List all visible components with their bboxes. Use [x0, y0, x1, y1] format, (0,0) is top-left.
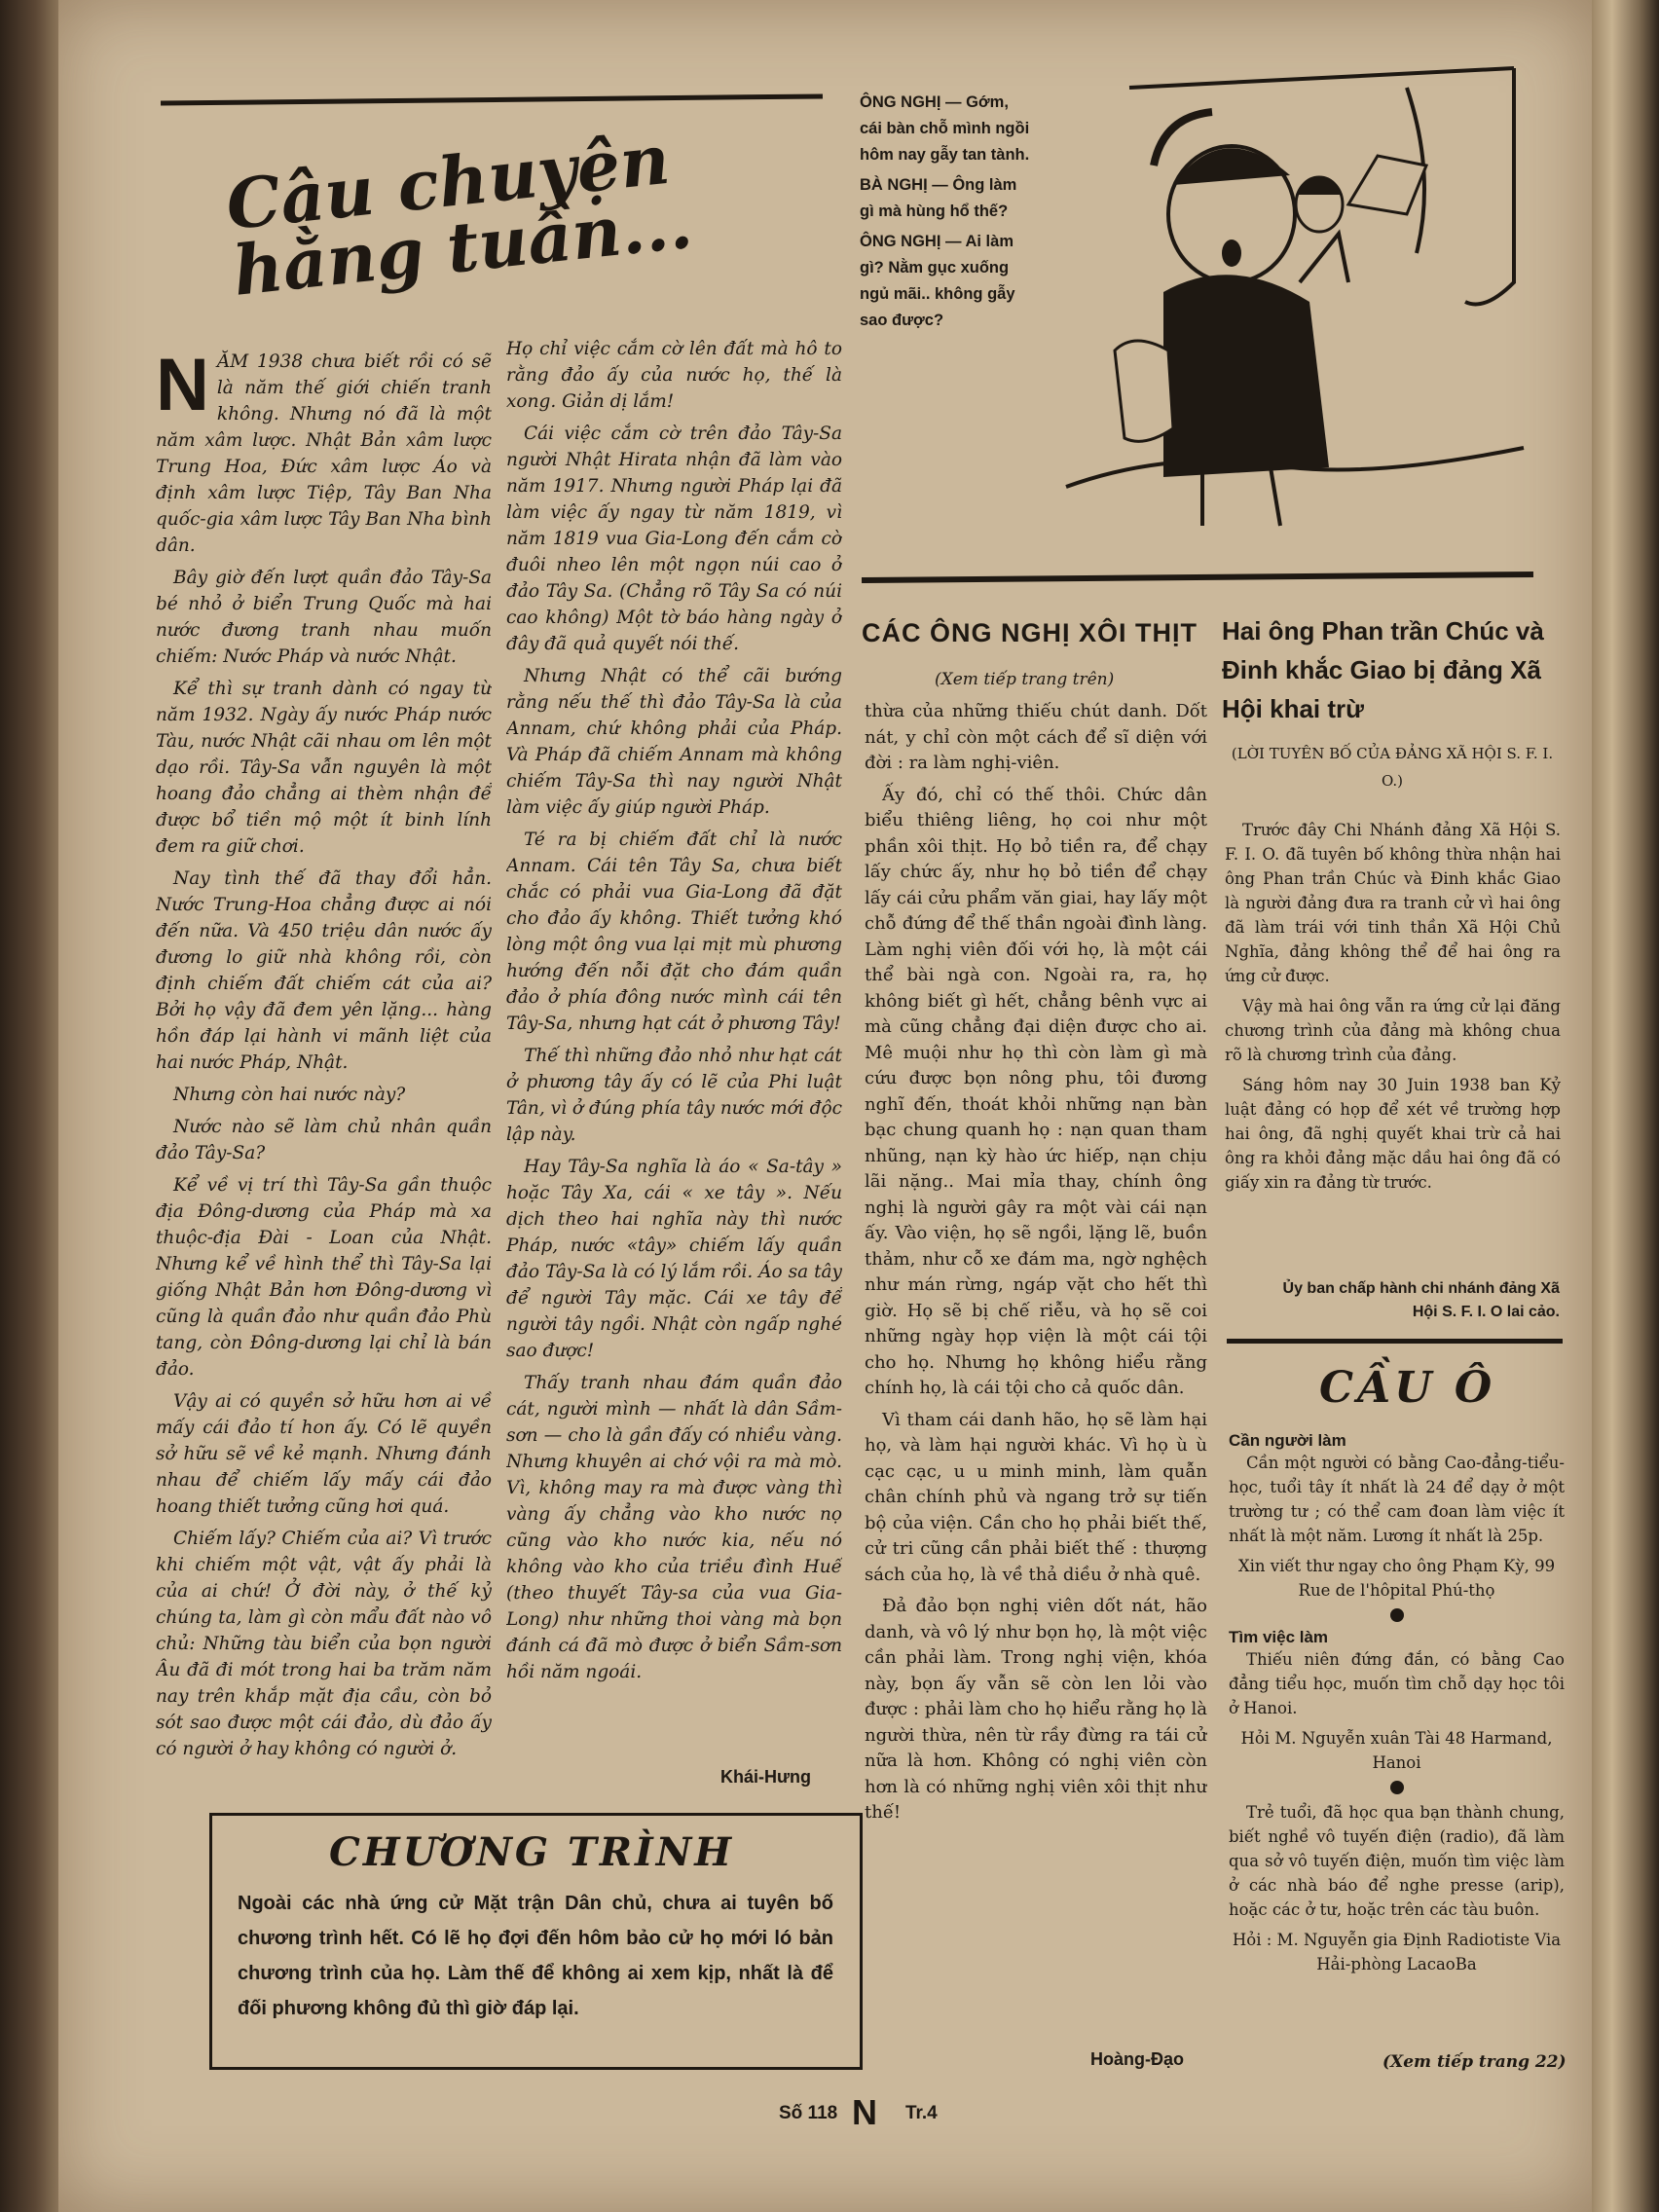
page-number: Số 118 [779, 2103, 838, 2123]
paragraph: thừa của những thiếu chút danh. Dốt nát, y chỉ còn một cách để sĩ diện với đời : ra làm nghị-viên. [865, 701, 1207, 773]
continued-note: (Xem tiếp trang 22) [1382, 2052, 1567, 2072]
paragraph: Cái việc cắm cờ trên đảo Tây-Sa người Nhật Hirata nhận đã làm vào năm 1917. Nhưng người Pháp lại đã làm việc ấy ngay từ năm 1819, vì năm 1819 vua Gia-Long đến cắm cờ đuôi nheo lên một ngọn núi cao ở đảo Tây Sa. (Chẳng rõ Tây Sa có núi cao không) Một tờ báo hàng ngày ở đây đã quả quyết nói thế. [506, 424, 842, 654]
paragraph: Nhưng còn hai nước này? [173, 1085, 406, 1105]
cau-o-heading: Cần người làm [1229, 1431, 1346, 1450]
paragraph: Ấy đó, chỉ có thế thôi. Chức dân biểu thiêng liêng, họ coi như một phần xôi thịt. Họ bỏ tiền ra, để chạy lấy chức ấy, như họ bỏ tiền để chạy lấy cái cửu phẩm văn giai, hay lấy một chỗ đứng để thế thần ngoài đình làng. Làm nghị viên đối với họ, là một cái thể bài ngà con. Ngoài ra, ra, họ không biết gì hết, chẳng bênh vực ai mà cũng chẳng đại diện được cho ai. Mê muội như họ thì còn làm gì mà cứu được bọn nông phu, tôi đương nghĩ đến, thoát khỏi những nạn bàn bạc chung quanh họ : nạn quan tham nhũng, nạn kỳ hào ức hiếp, nạn chịu lãi nặng.. Mai mỉa thay, chính ông nghị là người gây ra một vài cái nạn ấy. Vào viện, họ sẽ ngồi, lặng lẽ, buồn thảm, như cỗ xe đám ma, ngờ nghệch như mán rừng, ngáp vặt cho hết thì giờ. Họ sẽ bị chế riễu, và họ sẽ coi những ngày họp viện là một cái tội cho họ. Nhưng họ không hiểu rằng chính họ, là cái tội cho cả quốc dân. [865, 784, 1207, 1398]
paragraph: Té ra bị chiếm đất chỉ là nước Annam. Cái tên Tây Sa, chưa biết chắc có phải vua Gia-Long đã đặt cho đảo ấy không. Thiết tưởng khó lòng một ông vua lại mịt mù phương hướng đến nỗi đặt cho đám quần đảo ở phía đông nước mình cái tên Tây-Sa, nhưng hạt cát ở phương Tây! [506, 830, 842, 1034]
paragraph: Kể thì sự tranh dành có ngay từ năm 1932. Ngày ấy nước Pháp nước Tàu, nước Nhật cãi nhau om lên một dạo rồi. Tây-Sa vẫn nguyên là một hoang đảo chẳng ai thèm nhận để được bổ tiền mộ một ít binh lính đem ra giữ chơi. [156, 679, 492, 857]
right-article-subtitle: (LỜI TUYÊN BỐ CỦA ĐẢNG XÃ HỘI S. F. I. O.) [1231, 745, 1554, 790]
column-title: Câu chuyện hằng tuần... [222, 118, 696, 312]
middle-article-title: CÁC ÔNG NGHỊ XÔI THỊT [862, 618, 1198, 647]
signature-hoang-dao: Hoàng-Đạo [1090, 2049, 1184, 2069]
paragraph: Nước nào sẽ làm chủ nhân quần đảo Tây-Sa? [156, 1117, 492, 1163]
paragraph: ĂM 1938 chưa biết rồi có sẽ là năm thế giới chiến tranh không. Nhưng nó đã là một năm xâm lược. Nhật Bản xâm lược Trung Hoa, Đức xâm lược Áo và định xâm lược Tiệp, Tây Ban Nha quốc-gia xâm lược Tây Ban Nha bình dân. [156, 351, 492, 556]
paragraph: Vậy mà hai ông vẫn ra ứng cử lại đăng chương trình của đảng mà không chua rõ là chương trình của đảng. [1225, 997, 1561, 1064]
dialog-line: BÀ NGHỊ — Ông làm gì mà hùng hổ thế? [860, 176, 1017, 220]
paragraph: Hay Tây-Sa nghĩa là áo « Sa-tây » hoặc Tây Xa, cái « xe tây ». Nếu dịch theo hai nghĩa này thì nước Pháp, nước «tây» chiếm lấy quần đảo Tây-Sa là có lý lắm rồi. Áo sa tây để người Tây mặc. Cái xe tây để người tây ngồi. Nhật còn ngấp nghé sao được! [506, 1157, 842, 1361]
listing-contact: Xin viết thư ngay cho ông Phạm Kỳ, 99 Rue de l'hôpital Phú-thọ [1237, 1557, 1556, 1600]
box-body: Ngoài các nhà ứng cử Mặt trận Dân chủ, chưa ai tuyên bố chương trình hết. Có lẽ họ đợi đến hôm bảo cử họ mới ló bản chương trình của họ. Làm thế để không ai xem kịp, nhất là để đối phương không đủ thì giờ đáp lại. [238, 1893, 833, 2019]
paragraph: Bây giờ đến lượt quần đảo Tây-Sa bé nhỏ ở biển Trung Quốc mà hai nước đương tranh nhau muốn chiếm: Nước Pháp và nước Nhật. [156, 568, 492, 667]
paragraph: Thế thì những đảo nhỏ như hạt cát ở phương tây ấy có lẽ của Phi luật Tân, vì ở đúng phía tây nước mới độc lập này. [506, 1046, 842, 1145]
page-edge-left [0, 0, 58, 2212]
paragraph: Thấy tranh nhau đám quần đảo cát, người mình — nhất là dân Sầm-sơn — cho là gần đấy có nhiều vàng. Nhưng khuyên ai chớ vội ra mà mò. Vì, không may ra mà được vàng thì vàng ấy chẳng vào kho nước nọ cũng vào kho nước kia, nếu nó không vào kho của triều đình Huế (theo thuyết Tây-sa của vua Gia-Long) như những thoi vàng mà bọn đánh cá đã mò được ở biển Sầm-sơn hồi năm ngoái. [506, 1373, 842, 1682]
cau-o-title: CẦU Ô [1319, 1363, 1496, 1413]
right-article-body [1225, 818, 1561, 1275]
page-edge-right [1592, 0, 1659, 2212]
cartoon-illustration [1056, 58, 1543, 545]
paragraph: Vì tham cái danh hão, họ sẽ làm hại họ, và làm hại người khác. Vì họ ù ù cạc cạc, u u minh minh, làm quẫn chân chính phủ và ngang trở sự tiến bộ của viện. Cần cho họ phải biết thế, cử tri cũng cần phải biết thế : thượng sách của họ, là về thả diều ở nhà quê. [865, 1409, 1207, 1585]
masthead-logo-icon: N [852, 2092, 877, 2132]
middle-article-body [865, 699, 1207, 2009]
paragraph: Họ chỉ việc cắm cờ lên đất mà hô to rằng đảo ấy của nước họ, thế là xong. Giản dị lắm! [506, 339, 842, 412]
dialog-line: ÔNG NGHỊ — Ai làm gì? Nằm gục xuống ngủ mãi.. không gẫy sao được? [860, 233, 1015, 329]
listing-contact: Hỏi : M. Nguyễn gia Định Radiotiste Via Hải-phòng LacaoBa [1232, 1931, 1562, 1973]
cau-o-rule [1227, 1339, 1563, 1344]
paragraph: Nay tình thế đã thay đổi hẳn. Nước Trung-Hoa chẳng được ai nói đến nữa. Và 450 triệu dân nước ấy đương lo giữ nhà không rồi, còn định chiếm đất chiếm cát của ai? Bởi họ vậy đã đem yên lặng... hàng hồn đáp lại hành vi mãnh liệt của hai nước Pháp, Nhật. [156, 868, 492, 1073]
drop-cap: N [156, 349, 209, 426]
paragraph: Nhưng Nhật có thể cãi bướng rằng nếu thế thì đảo Tây-Sa là của Annam, chứ không phải của Pháp. Và Pháp đã chiếm Annam mà không chiếm Tây-Sa thì nay người Nhật làm việc ấy giúp người Pháp. [506, 666, 842, 818]
box-title: CHƯƠNG TRÌNH [329, 1829, 735, 1875]
page-label: Tr.4 [905, 2103, 938, 2123]
article-column-1 [156, 349, 492, 1804]
listing-body: Cần một người có bằng Cao-đẳng-tiểu-học, tuổi tây ít nhất là 24 để dạy ở một trường tư ; có thể cam đoan làm việc ít nhất là một năm. Lương ít nhất là 25p. [1229, 1454, 1565, 1545]
middle-article-subtitle: (Xem tiếp trang trên) [935, 670, 1115, 689]
listing-contact: Hỏi M. Nguyễn xuân Tài 48 Harmand, Hanoi [1240, 1729, 1553, 1772]
paragraph: Sáng hôm nay 30 Juin 1938 ban Kỷ luật đảng có họp để xét về trường hợp hai ông, đã nghị quyết khai trừ cả hai ông ra khỏi đảng mặc dầu hai ông đã có giấy xin ra đảng từ trước. [1225, 1076, 1561, 1192]
signature-khai-hung: Khái-Hưng [720, 1767, 812, 1787]
right-article-title: Hai ông Phan trần Chúc và Đinh khắc Giao bị đảng Xã Hội khai trừ [1222, 616, 1544, 723]
cau-o-listings [1229, 1431, 1565, 2015]
paragraph: Chiếm lấy? Chiếm của ai? Vì trước khi chiếm một vật, vật ấy phải là của ai chứ! Ở đời này, ở thế kỷ chúng ta, làm gì còn mẩu đất nào vô chủ: Những tàu biển của bọn người Âu đã đi mót trong hai ba trăm năm nay trên khắp mặt địa cầu, còn bỏ sót sao được một cái đảo, dù đảo ấy có người ở hay không có người ở. [156, 1529, 492, 1759]
paragraph: Kể về vị trí thì Tây-Sa gần thuộc địa Đông-dương của Pháp mà xa thuộc-địa Đài - Loan của Nhật. Nhưng kể về hình thể thì Tây-Sa lại giống Nhật Bản hơn Đông-dương vì cũng là quần đảo như quần đảo Phù tang, còn Đông-dương lại chỉ là bán đảo. [156, 1175, 492, 1380]
bullet-icon [1390, 1781, 1404, 1794]
bullet-icon [1390, 1608, 1404, 1622]
dialog-line: ÔNG NGHỊ — Gớm, cái bàn chỗ mình ngồi hôm nay gẫy tan tành. [860, 93, 1030, 164]
committee-signature: Ủy ban chấp hành chi nhánh đảng Xã Hội S. F. I. O lai cảo. [1282, 1280, 1560, 1320]
article-column-2 [506, 336, 842, 1777]
paragraph: Đả đảo bọn nghị viên dốt nát, hão danh, và vô lý như bọn họ, là một việc cần phải làm. Trong nghị viện, khóa này, bọn ấy vẫn sẽ còn len lỏi vào được : phải làm cho họ hiểu rằng họ là người thừa, nên từ rầy đừng ra tái cử nữa là hơn. Không có nghị viên còn hơn là có những nghị viên xôi thịt như thế! [865, 1596, 1207, 1823]
program-box [209, 1813, 863, 2070]
listing-body: Thiếu niên đứng đắn, có bằng Cao đẳng tiểu học, muốn tìm chỗ dạy học tôi ở Hanoi. [1229, 1650, 1565, 1717]
cau-o-heading: Tìm việc làm [1229, 1628, 1329, 1646]
cartoon-dialog [860, 90, 1030, 338]
paragraph: Trước đây Chi Nhánh đảng Xã Hội S. F. I. O. đã tuyên bố không thừa nhận hai ông Phan trần Chúc và Đinh khắc Giao là người đảng đưa ra tranh cử vì hai ông đã làm trái với tinh thần Xã Hội Chủ Nghĩa, đảng không thể để hai ông ra ứng cử được. [1225, 821, 1561, 985]
paragraph: Vậy ai có quyền sở hữu hơn ai về mấy cái đảo tí hon ấy. Có lẽ quyền sở hữu sẽ về kẻ mạnh. Nhưng đánh nhau để chiếm lấy mấy cái đảo hoang thiết tưởng cũng hơi quá. [156, 1391, 492, 1517]
listing-body: Trẻ tuổi, đã học qua bạn thành chung, biết nghề vô tuyến điện (radio), đã làm qua sở vô tuyến điện, muốn tìm việc làm ở các nhà báo để nghe presse (arip), hoặc các ở tư, hoặc trên các tàu buôn. [1229, 1803, 1565, 1919]
